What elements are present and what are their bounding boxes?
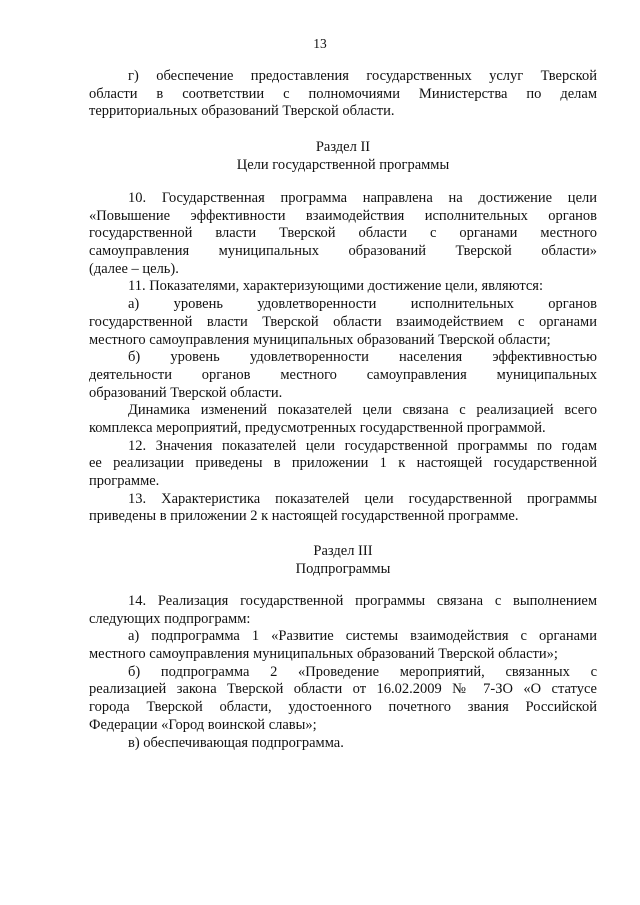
text-line: г) обеспечение предоставления государственных услуг Тверской	[128, 68, 597, 84]
text-line: ее реализации приведены в приложении 1 к настоящей государственной	[89, 455, 597, 472]
text-line: деятельности органов местного самоуправления муниципальных	[89, 366, 597, 383]
text-line: области в соответствии с полномочиями Министерства по делам	[89, 85, 597, 102]
text-line: образований Тверской области.	[89, 384, 283, 401]
section-title: Раздел III	[313, 543, 373, 559]
text-line: самоуправления муниципальных образований Тверской области»	[89, 243, 597, 260]
text-line: б) подпрограмма 2 «Проведение мероприятий, связанных с	[128, 663, 597, 680]
text-line: 11. Показателями, характеризующими достижение цели, являются:	[128, 278, 543, 295]
text-line: реализацией закона Тверской области от 16.02.2009 № 7-ЗО «О статусе	[89, 681, 597, 698]
text-line: а) уровень удовлетворенности исполнительных органов	[128, 296, 597, 313]
section-subtitle: Цели государственной программы	[236, 156, 450, 173]
text-line: 14. Реализация государственной программы связана с выполнением	[128, 593, 597, 609]
paragraph-block-3	[89, 593, 597, 752]
text-line: Динамика изменений показателей цели связана с реализацией всего	[128, 402, 597, 419]
page-number: 13	[313, 36, 327, 51]
text-line: в) обеспечивающая подпрограмма.	[128, 734, 344, 751]
text-line: (далее – цель).	[89, 260, 179, 277]
text-line: «Повышение эффективности взаимодействия исполнительных органов	[89, 207, 597, 224]
text-line: Федерации «Город воинской славы»;	[89, 716, 317, 733]
section-title: Раздел II	[315, 139, 371, 155]
text-line: города Тверской области, удостоенного почетного звания Российской	[89, 699, 597, 716]
paragraph-block-2	[89, 190, 597, 526]
section-subtitle: Подпрограммы	[295, 560, 391, 577]
text-line: приведены в приложении 2 к настоящей государственной программе.	[89, 508, 519, 525]
paragraph-block-1	[89, 68, 597, 121]
text-line: следующих подпрограмм:	[89, 610, 251, 627]
text-line: программе.	[89, 473, 160, 489]
text-line: 10. Государственная программа направлена на достижение цели	[128, 190, 597, 206]
text-line: комплекса мероприятий, предусмотренных государственной программой.	[89, 419, 546, 436]
text-line: б) уровень удовлетворенности населения эффективностью	[128, 349, 597, 366]
text-line: 13. Характеристика показателей цели государственной программы	[128, 490, 597, 507]
section-2-heading	[89, 139, 597, 174]
text-line: 12. Значения показателей цели государственной программы по годам	[128, 437, 597, 454]
text-line: государственной власти Тверской области с органами местного	[89, 225, 597, 242]
section-3-heading	[89, 543, 597, 578]
text-line: местного самоуправления муниципальных образований Тверской области;	[89, 331, 551, 348]
text-line: территориальных образований Тверской области.	[89, 103, 395, 120]
text-line: государственной власти Тверской области взаимодействием с органами	[89, 313, 597, 330]
text-line: а) подпрограмма 1 «Развитие системы взаимодействия с органами	[128, 628, 597, 645]
text-line: местного самоуправления муниципальных образований Тверской области»;	[89, 646, 558, 663]
